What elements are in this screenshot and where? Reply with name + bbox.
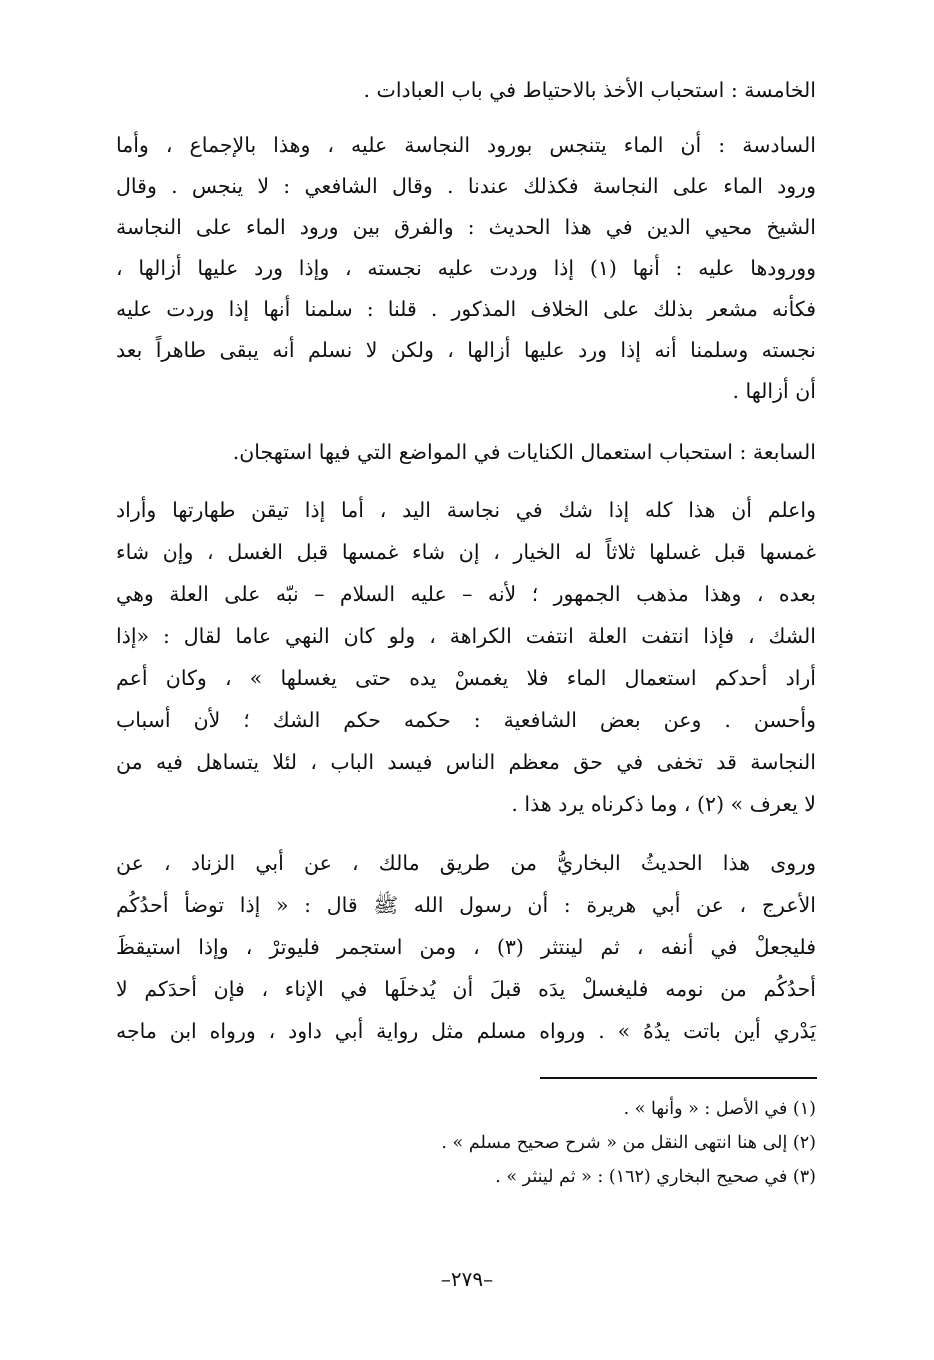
footnote: (٢) إلى هنا انتهى النقل من « شرح صحيح مسلم » . xyxy=(441,1133,816,1153)
footnote-separator xyxy=(540,1077,817,1079)
paragraph-line: السابعة : استحباب استعمال الكنايات في المواضع التي فيها استهجان. xyxy=(232,440,816,464)
footnote: (١) في الأصل : « وأنها » . xyxy=(623,1099,816,1119)
page-number: –٢٧٩– xyxy=(440,1267,494,1291)
paragraph-line: غمسها قبل غسلها ثلاثاً له الخيار ، إن شاء غمسها قبل الغسل ، وإن شاء xyxy=(116,540,816,564)
paragraph-line: نجسته وسلمنا أنه إذا ورد عليها أزالها ، ولكن لا نسلم أنه يبقى طاهراً بعد xyxy=(116,338,816,362)
paragraph-line: فكأنه مشعر بذلك على الخلاف المذكور . قلنا : سلمنا أنها إذا وردت عليه xyxy=(116,297,816,321)
paragraph-line: يَدْري أين باتت يدُهُ » . ورواه مسلم مثل رواية أبي داود ، ورواه ابن ماجه xyxy=(116,1019,816,1043)
paragraph-line: ورود الماء على النجاسة فكذلك عندنا . وقال الشافعي : لا ينجس . وقال xyxy=(116,174,816,198)
paragraph-line: وأحسن . وعن بعض الشافعية : حكمه حكم الشك ؛ لأن أسباب xyxy=(116,708,816,732)
paragraph-line: أن أزالها . xyxy=(732,379,816,403)
paragraph-line: وروى هذا الحديثُ البخاريُّ من طريق مالك ، عن أبي الزناد ، عن xyxy=(116,851,816,875)
paragraph-line: الشك ، فإذا انتفت العلة انتفت الكراهة ، ولو كان النهي عاما لقال : «إذا xyxy=(116,624,816,648)
paragraph-line: أحدُكُم من نومه فليغسلْ يدَه قبلَ أن يُدخلَها في الإناء ، فإن أحدَكم لا xyxy=(116,977,816,1001)
paragraph-line: الأعرج ، عن أبي هريرة : أن رسول الله ﷺ قال : « إذا توضأ أحدُكُم xyxy=(116,893,816,917)
paragraph-line: واعلم أن هذا كله إذا شك في نجاسة اليد ، أما إذا تيقن طهارتها وأراد xyxy=(116,498,816,522)
footnote: (٣) في صحيح البخاري (١٦٢) : « ثم لينثر » . xyxy=(495,1167,816,1187)
paragraph-line: النجاسة قد تخفى في حق معظم الناس فيسد الباب ، لئلا يتساهل فيه من xyxy=(116,750,816,774)
paragraph-line: بعده ، وهذا مذهب الجمهور ؛ لأنه – عليه السلام – نبّه على العلة وهي xyxy=(116,582,816,606)
paragraph-line: أراد أحدكم استعمال الماء فلا يغمسْ يده حتى يغسلها » ، وكان أعم xyxy=(116,666,816,690)
paragraph-line: لا يعرف » (٢) ، وما ذكرناه يرد هذا . xyxy=(511,792,816,816)
paragraph-line: فليجعلْ في أنفه ، ثم لينتثر (٣) ، ومن استجمر فليوترْ ، وإذا استيقظَ xyxy=(116,935,816,959)
paragraph-line: وورودها عليه : أنها (١) إذا وردت عليه نجسته ، وإذا ورد عليها أزالها ، xyxy=(116,256,816,280)
paragraph-line: الشيخ محيي الدين في هذا الحديث : والفرق بين ورود الماء على النجاسة xyxy=(116,215,816,239)
paragraph-line: الخامسة : استحباب الأخذ بالاحتياط في باب العبادات . xyxy=(363,78,816,102)
paragraph-line: السادسة : أن الماء يتنجس بورود النجاسة عليه ، وهذا بالإجماع ، وأما xyxy=(116,133,816,157)
